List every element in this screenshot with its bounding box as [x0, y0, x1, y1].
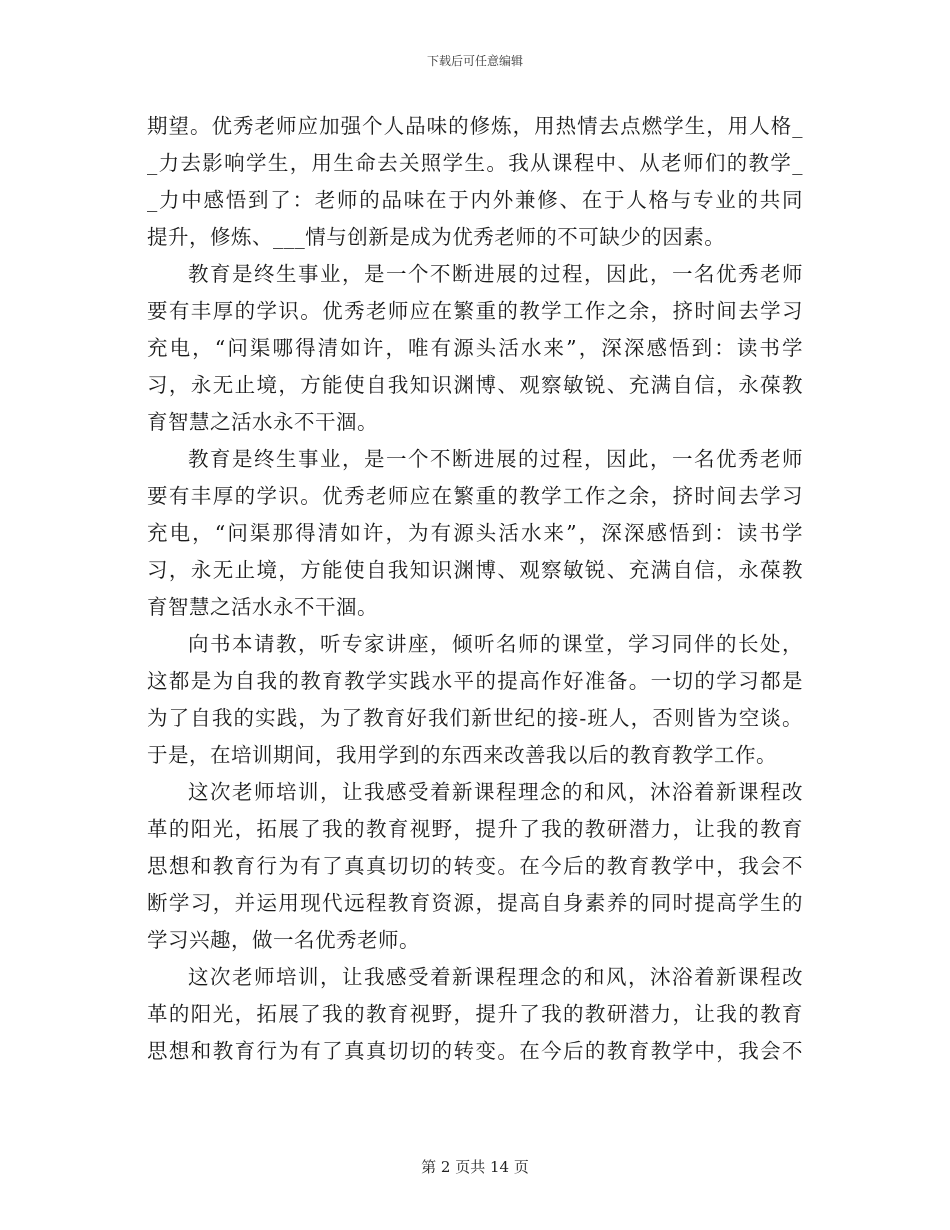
page-footer: 第 2 页共 14 页	[421, 1158, 529, 1176]
text-line: 革的阳光，拓展了我的教育视野，提升了我的教研潜力，让我的教育	[147, 1002, 803, 1026]
text-line: 习，永无止境，方能使自我知识渊博、观察敏锐、充满自信，永葆教	[147, 373, 803, 397]
text-line: 育智慧之活水永不干涸。	[147, 410, 378, 434]
text-line: 要有丰厚的学识。优秀老师应在繁重的教学工作之余，挤时间去学习	[147, 484, 803, 508]
text-line: 这次老师培训，让我感受着新课程理念的和风，沐浴着新课程改	[188, 965, 803, 989]
paragraph	[147, 959, 803, 1070]
text-line: 思想和教育行为有了真真切切的转变。在今后的教育教学中，我会不	[147, 854, 803, 878]
text-line: 习，永无止境，方能使自我知识渊博、观察敏锐、充满自信，永葆教	[147, 558, 803, 582]
text-line: 教育是终生事业，是一个不断进展的过程，因此，一名优秀老师	[188, 262, 803, 286]
paragraph	[147, 108, 803, 256]
text-line: 于是，在培训期间，我用学到的东西来改善我以后的教育教学工作。	[147, 743, 777, 767]
text-line: 为了自我的实践，为了教育好我们新世纪的接-班人，否则皆为空谈。	[147, 706, 803, 730]
text-line: 充电，“问渠哪得清如许，唯有源头活水来”，深深感悟到：读书学	[147, 336, 803, 360]
paragraph	[147, 256, 803, 441]
document-body	[147, 108, 803, 1070]
text-line: 要有丰厚的学识。优秀老师应在繁重的教学工作之余，挤时间去学习	[147, 299, 803, 323]
page-header: 下载后可任意编辑	[426, 54, 523, 68]
text-line: 这次老师培训，让我感受着新课程理念的和风，沐浴着新课程改	[188, 780, 803, 804]
text-line: 这都是为自我的教育教学实践水平的提高作好准备。一切的学习都是	[147, 669, 803, 693]
paragraph	[147, 626, 803, 774]
text-line: 教育是终生事业，是一个不断进展的过程，因此，一名优秀老师	[188, 447, 803, 471]
text-line: 充电，“问渠那得清如许，为有源头活水来”，深深感悟到：读书学	[147, 521, 803, 545]
text-line: 思想和教育行为有了真真切切的转变。在今后的教育教学中，我会不	[147, 1039, 803, 1063]
paragraph	[147, 441, 803, 626]
text-line: 提升，修炼、___情与创新是成为优秀老师的不可缺少的因素。	[147, 225, 726, 249]
text-line: _力去影响学生，用生命去关照学生。我从课程中、从老师们的教学_	[147, 151, 803, 175]
text-line: _力中感悟到了：老师的品味在于内外兼修、在于人格与专业的共同	[147, 188, 803, 212]
paragraph	[147, 774, 803, 959]
text-line: 革的阳光，拓展了我的教育视野，提升了我的教研潜力，让我的教育	[147, 817, 803, 841]
text-line: 期望。优秀老师应加强个人品味的修炼，用热情去点燃学生，用人格_	[147, 114, 803, 138]
text-line: 学习兴趣，做一名优秀老师。	[147, 928, 420, 952]
text-line: 断学习，并运用现代远程教育资源，提高自身素养的同时提高学生的	[147, 891, 803, 915]
text-line: 育智慧之活水永不干涸。	[147, 595, 378, 619]
text-line: 向书本请教，听专家讲座，倾听名师的课堂，学习同伴的长处，	[188, 632, 803, 656]
